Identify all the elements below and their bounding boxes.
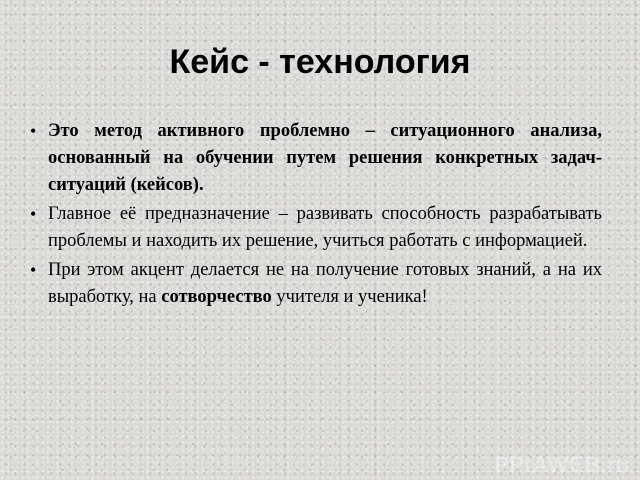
bullet-marker: • xyxy=(30,121,37,141)
bullet-text-accent-before: При этом акцент делается не на получение готовых знаний, а на их выработку, на xyxy=(48,260,602,307)
watermark-logo: PPtAWEB.ru xyxy=(494,452,630,477)
bullet-list xyxy=(26,118,602,313)
bullet-text-accent-after: учителя и ученика! xyxy=(271,287,428,307)
bullet-item-definition xyxy=(26,118,602,199)
bullet-text-purpose: Главное её предназначение – развивать способность разрабатывать проблемы и находить их решение, учиться работать с информацией. xyxy=(48,204,602,251)
bullet-item-purpose xyxy=(26,201,602,255)
bullet-text-accent-bold: сотворчество xyxy=(161,287,272,307)
bullet-item-accent xyxy=(26,257,602,311)
bullet-marker: • xyxy=(30,204,37,224)
bullet-text-definition: Это метод активного проблемно – ситуационного анализа, основанный на обучении путем решения конкретных задач-ситуаций (кейсов). xyxy=(48,121,602,195)
slide-title: Кейс - технология xyxy=(169,43,471,81)
bullet-marker: • xyxy=(30,260,37,280)
